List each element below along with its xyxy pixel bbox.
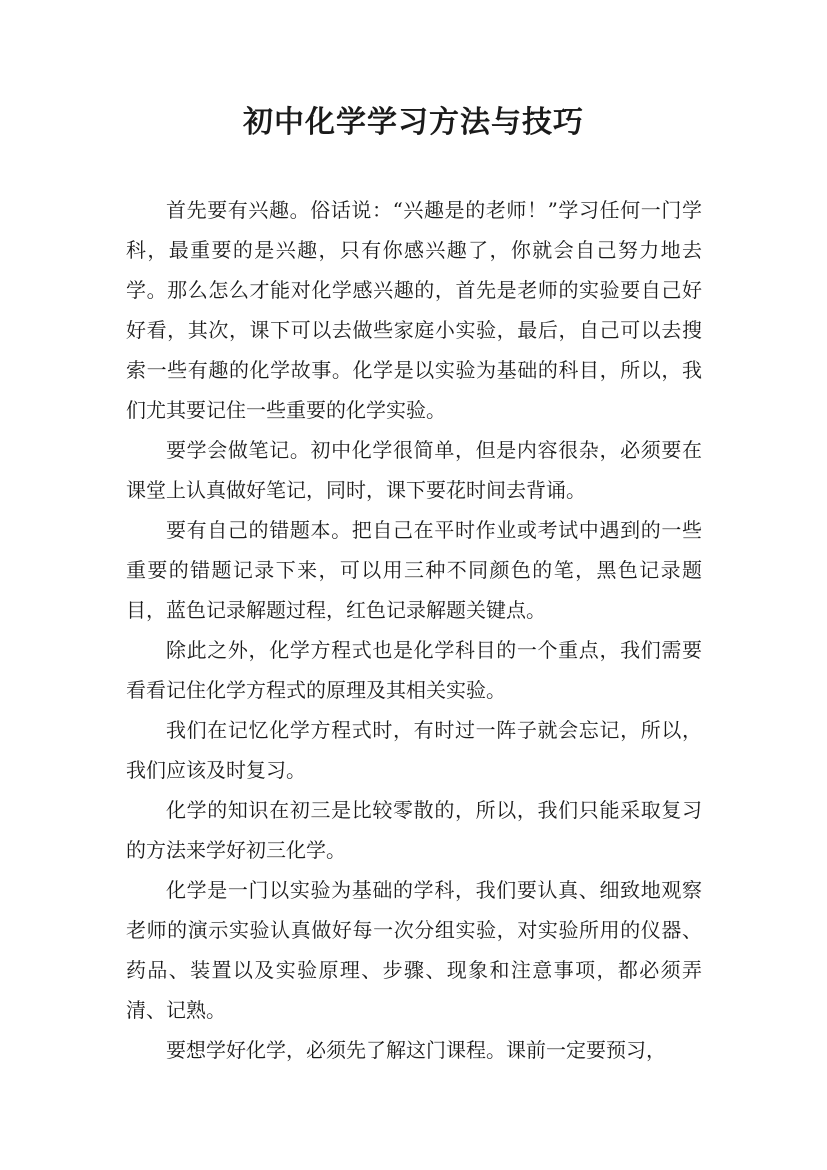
document-title: 初中化学学习方法与技巧 — [243, 105, 584, 140]
paragraph: 要想学好化学，必须先了解这门课程。课前一定要预习， — [166, 1038, 666, 1062]
paragraph: 要有自己的错题本。把自己在平时作业或考试中遇到的一些重要的错题记录下来，可以用三种不同颜色的笔，黑色记录题目，蓝色记录解题过程，红色记录解题关键点。 — [126, 518, 702, 622]
paragraph: 除此之外，化学方程式也是化学科目的一个重点，我们需要看看记住化学方程式的原理及其相关实验。 — [126, 638, 702, 702]
paragraph: 我们在记忆化学方程式时，有时过一阵子就会忘记，所以，我们应该及时复习。 — [126, 718, 702, 782]
paragraph: 化学是一门以实验为基础的学科，我们要认真、细致地观察老师的演示实验认真做好每一次分组实验，对实验所用的仪器、药品、装置以及实验原理、步骤、现象和注意事项，都必须弄清、记熟。 — [126, 878, 702, 1022]
paragraph: 化学的知识在初三是比较零散的，所以，我们只能采取复习的方法来学好初三化学。 — [126, 798, 702, 862]
paragraph: 首先要有兴趣。俗话说：“兴趣是的老师！”学习任何一门学科，最重要的是兴趣，只有你感兴趣了，你就会自己努力地去学。那么怎么才能对化学感兴趣的，首先是老师的实验要自己好好看，其次，课下可以去做些家庭小实验，最后，自己可以去搜索一些有趣的化学故事。化学是以实验为基础的科目，所以，我们尤其要记住一些重要的化学实验。 — [126, 198, 702, 422]
document-body — [126, 190, 702, 1070]
paragraph: 要学会做笔记。初中化学很简单，但是内容很杂，必须要在课堂上认真做好笔记，同时，课下要花时间去背诵。 — [126, 438, 702, 502]
